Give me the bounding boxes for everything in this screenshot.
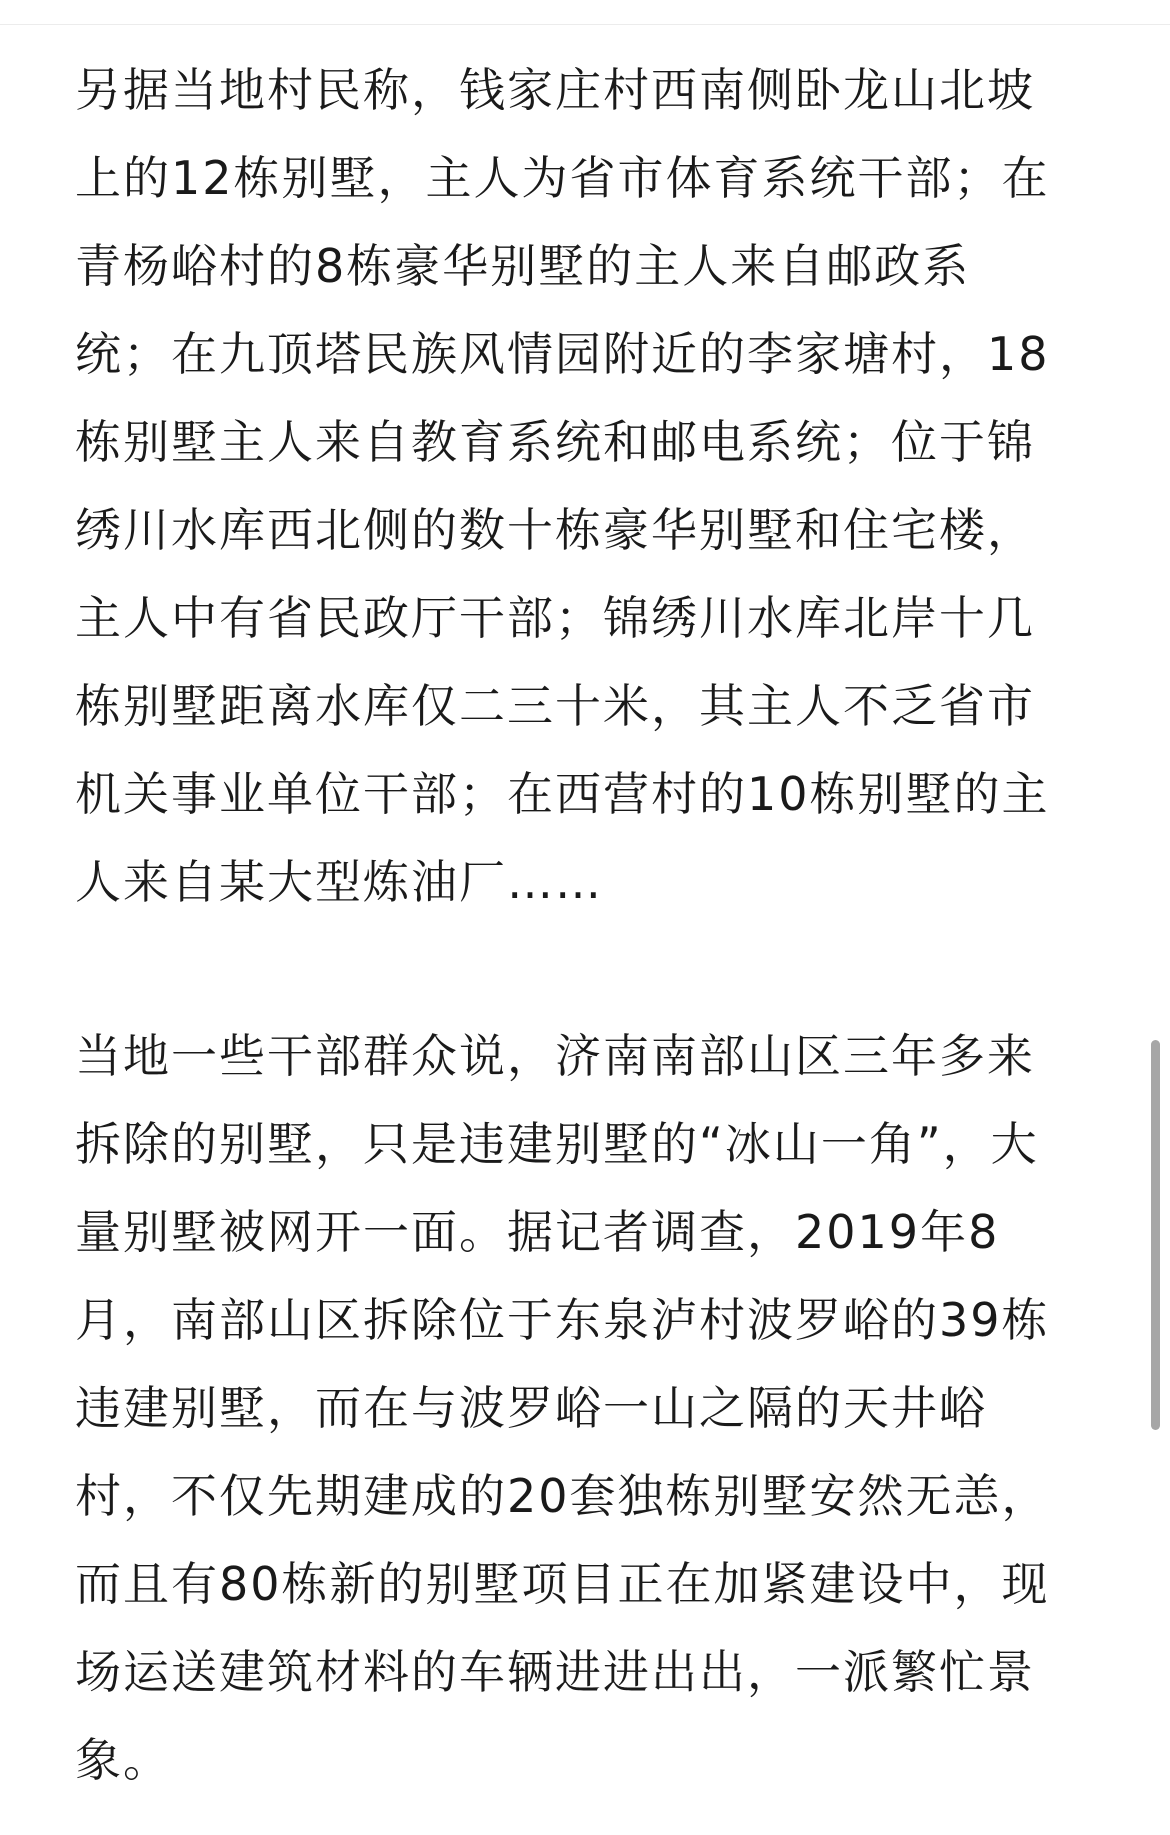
- article-body[interactable]: [75, 46, 1095, 1804]
- text-line: 当地一些干部群众说，济南南部山区三年多来: [75, 1029, 1035, 1083]
- text-line: 上的12栋别墅，主人为省市体育系统干部；在: [75, 151, 1050, 205]
- text-line: 而且有80栋新的别墅项目正在加紧建设中，现: [75, 1557, 1050, 1611]
- text-line: 栋别墅主人来自教育系统和邮电系统；位于锦: [75, 415, 1035, 469]
- text-line: 统；在九顶塔民族风情园附近的李家塘村，18: [75, 327, 1050, 381]
- text-line: 量别墅被网开一面。据记者调查，2019年8: [75, 1205, 1000, 1259]
- text-line: 村，不仅先期建成的20套独栋别墅安然无恙，: [75, 1469, 1050, 1523]
- paragraph-spacer: [75, 926, 1095, 1012]
- text-line: 机关事业单位干部；在西营村的10栋别墅的主: [75, 767, 1050, 821]
- text-line: 另据当地村民称，钱家庄村西南侧卧龙山北坡: [75, 63, 1035, 117]
- text-line: 主人中有省民政厅干部；锦绣川水库北岸十几: [75, 591, 1035, 645]
- scrollbar[interactable]: [1151, 1040, 1160, 1430]
- paragraph-2: [75, 1012, 1095, 1804]
- text-line: 人来自某大型炼油厂……: [75, 855, 603, 909]
- text-line: 青杨峪村的8栋豪华别墅的主人来自邮政系: [75, 239, 971, 293]
- text-line: 绣川水库西北侧的数十栋豪华别墅和住宅楼，: [75, 503, 1035, 557]
- text-line: 月，南部山区拆除位于东泉泸村波罗峪的39栋: [75, 1293, 1050, 1347]
- text-line: 场运送建筑材料的车辆进进出出，一派繁忙景: [75, 1645, 1035, 1699]
- scrollbar-thumb[interactable]: [1151, 1040, 1160, 1430]
- text-line: 违建别墅，而在与波罗峪一山之隔的天井峪: [75, 1381, 987, 1435]
- text-line: 栋别墅距离水库仅二三十米，其主人不乏省市: [75, 679, 1035, 733]
- top-divider: [0, 24, 1170, 25]
- text-line: 象。: [75, 1733, 171, 1787]
- paragraph-1: [75, 46, 1095, 926]
- text-line: 拆除的别墅，只是违建别墅的“冰山一角”，大: [75, 1117, 1039, 1171]
